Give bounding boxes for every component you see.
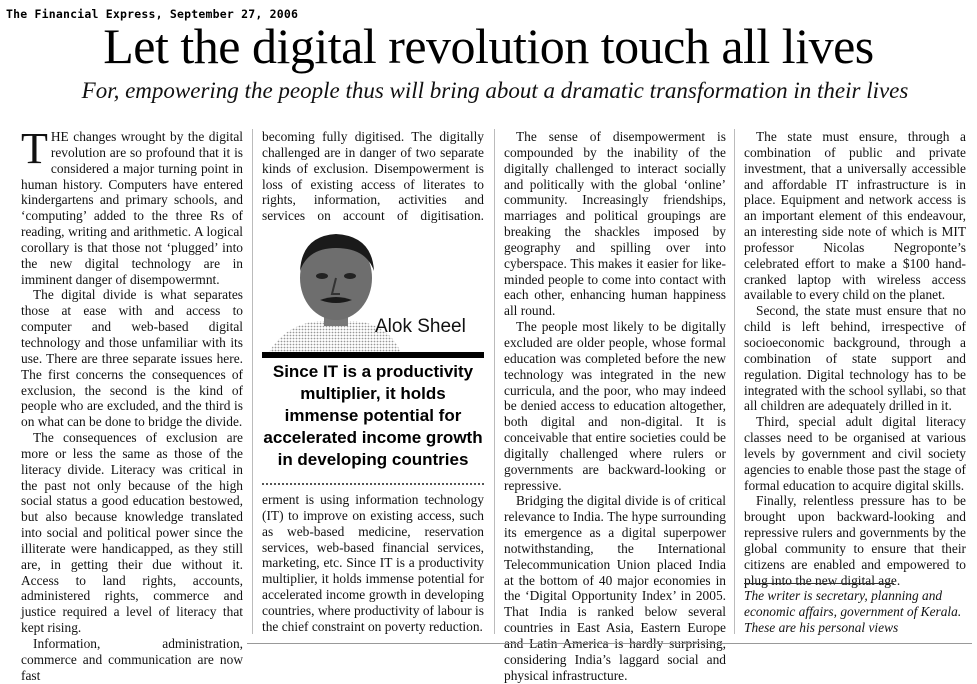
column-rule [734, 129, 735, 634]
article-paragraph: Finally, relentless pressure has to be brought upon backward-looking and repressive rulers and governments by the global community to ensure that their citizens are enabled and empowered to plug into the new digital age. [744, 493, 966, 588]
article-column-3 [504, 129, 726, 684]
pullquote-rule [262, 352, 484, 358]
pullquote-divider [262, 483, 484, 485]
article-paragraph: The consequences of exclusion are more or less the same as those of the literacy divide. Literacy was critical in the past not only because of the high social status a good education bestowed, but also because knowledge translated into social and political power since the illiterate were handicapped, as they still are, in getting their due without it. Access to land rights, accounts, administered rights, commerce and justice required a level of literacy that kept rising. [21, 430, 243, 636]
article-paragraph: erment is using information technology (IT) to improve on existing access, such as web-based medicine, reservation services, web-based financial services, marketing, etc. Since IT is a productivity multiplier, it holds immense potential for accelerated income growth in developing countries, where productivity of labour is the chief constraint on poverty reduction. [262, 492, 484, 634]
article-paragraph: THE changes wrought by the digital revolution are so profound that it is considered a major turning point in human history. Computers have entered kindergartens and primary schools, and ‘computing’ added to the three Rs of reading, writing and arithmetic. A logical corollary is that those not ‘plugged’ into the new digital technology are in imminent danger of disempowermnt. [21, 124, 243, 287]
article-column-1 [21, 124, 243, 684]
masthead: The Financial Express, September 27, 2006 [6, 7, 299, 21]
column-rule [252, 129, 253, 634]
article-paragraph: The sense of disempowerment is compounded by the inability of the digitally challenged to interact socially and politically with the global ‘online’ community. Increasingly friendships, marriages and political groupings are breaking the shackles imposed by geography and spilling over into cyberspace. This makes it easier for like-minded people to come into contact with each other, enhancing human happiness all round. [504, 129, 726, 319]
drop-cap: T [21, 124, 48, 173]
article-paragraph: The people most likely to be digitally excluded are older people, whose formal education was completed before the new technology was integrated in the new curricula, and the poor, who may indeed be denied access to education altogether, both digital and non-digital. It is conceivable that entire societies could be digitally challenged where rulers or governments are backward-looking or repressive. [504, 319, 726, 493]
article-paragraph: The digital divide is what separates those at ease with and access to computer and web-based digital technology and those unfamiliar with its use. There are three separate issues here. The first concerns the consequences of exclusion, the second is the kind of people who are excluded, and the third is on what can be done to bridge the divide. [21, 287, 243, 430]
article-paragraph: becoming fully digitised. The digitally challenged are in danger of two separate kinds of exclusion. Disempowerment is loss of existing access of literates to rights, information, activities and services on account of digitisation. [262, 129, 484, 224]
article-paragraph: The state must ensure, through a combination of public and private investment, that a universally accessible and affordable IT infrastructure is in place. Equipment and network access is an important element of this endeavour, an interesting side note of which is MIT professor Nicolas Negroponte’s celebrated effort to make a $100 hand-cranked laptop with wireless access available to every child on the planet. [744, 129, 966, 303]
column-rule [494, 129, 495, 634]
article-paragraph: Information, administration, commerce and communication are now fast [21, 636, 243, 683]
article-paragraph: Bridging the digital divide is of critical relevance to India. The hype surrounding its emergence as a digital superpower notwithstanding, the International Telecommunication Union placed India at the bottom of 40 major economies in the ‘Digital Opportunity Index’ in 2005. That India is ranked below several countries in East Asia, Eastern Europe and Latin America is hardly surprising, considering India’s laggard social and physical infrastructure. [504, 493, 726, 683]
writer-note: The writer is secretary, planning and economic affairs, government of Kerala. These are his personal views [744, 588, 962, 635]
article-column-2-continued [262, 492, 484, 635]
headline: Let the digital revolution touch all lives [103, 18, 874, 74]
bottom-rule [247, 643, 972, 644]
article-paragraph: Second, the state must ensure that no child is left behind, irrespective of socioeconomic background, through a combination of state support and regulation. Digital technology has to be integrated with the school syllabi, so that all children are adequately drilled in it. [744, 303, 966, 414]
article-column-4 [744, 129, 966, 588]
article-paragraph: Third, special adult digital literacy classes need to be organised at various levels by government and civil society agencies to enable those past the stage of formal education to acquire digital skills. [744, 414, 966, 493]
article-column-2 [262, 129, 484, 240]
subheadline: For, empowering the people thus will bring about a dramatic transformation in their lives [81, 78, 909, 103]
pullquote: Since IT is a productivity multiplier, it holds immense potential for accelerated income growth in developing countries [263, 362, 483, 469]
writer-note-rule [744, 583, 894, 584]
author-name: Alok Sheel [375, 316, 466, 337]
